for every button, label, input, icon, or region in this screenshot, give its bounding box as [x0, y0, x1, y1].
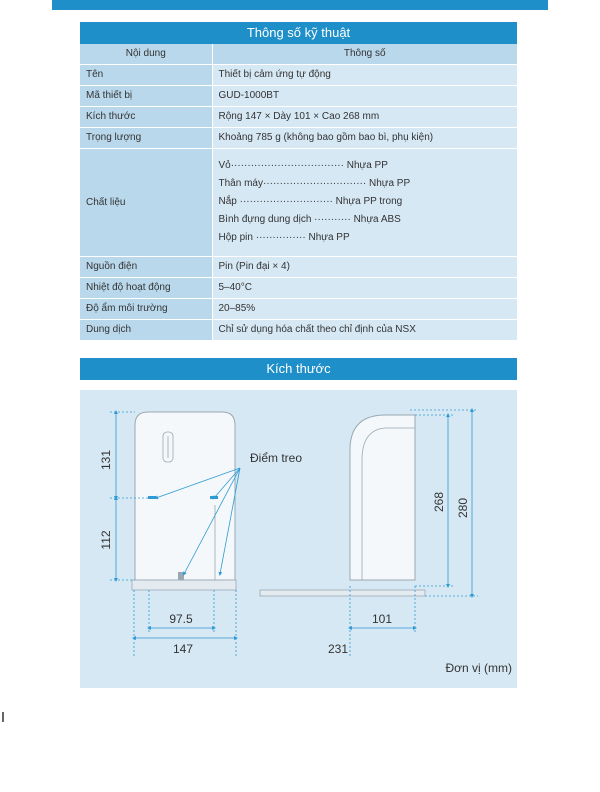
margin-mark	[2, 712, 4, 722]
table-row	[80, 85, 517, 106]
dimension-diagram-panel	[80, 390, 517, 688]
table-row-materials	[80, 148, 517, 256]
row-label: Kích thước	[80, 106, 212, 127]
dim-131: 131	[99, 449, 113, 471]
dim-112: 112	[99, 530, 113, 550]
materials-list	[212, 148, 517, 256]
dim-97-5: 97.5	[169, 612, 193, 626]
dim-101: 101	[371, 612, 393, 626]
unit-label: Đơn vị (mm)	[445, 661, 512, 675]
dimension-diagram	[80, 390, 517, 688]
row-label: Nhiệt độ hoạt động	[80, 277, 212, 298]
row-value: Pin (Pin đại × 4)	[212, 256, 517, 277]
row-value: 5–40°C	[212, 277, 517, 298]
spec-table-header-row	[80, 44, 517, 64]
dim-268: 268	[432, 491, 446, 513]
table-row	[80, 64, 517, 85]
front-view	[132, 412, 236, 590]
header-content: Nội dung	[80, 44, 212, 64]
row-value: Rộng 147 × Dày 101 × Cao 268 mm	[212, 106, 517, 127]
material-item: Vỏ·································· Nhựa PP	[218, 160, 388, 171]
row-label: Mã thiết bị	[80, 85, 212, 106]
row-value: 20–85%	[212, 298, 517, 319]
dim-231: 231	[327, 642, 349, 656]
row-value: Chỉ sử dụng hóa chất theo chỉ định của NSX	[212, 319, 517, 340]
spec-table	[80, 44, 517, 341]
row-label: Chất liệu	[80, 148, 212, 256]
material-item: Nắp ···························· Nhựa PP trong	[218, 196, 403, 207]
spec-section-title: Thông số kỹ thuật	[80, 22, 517, 44]
row-value: GUD-1000BT	[212, 85, 517, 106]
row-label: Tên	[80, 64, 212, 85]
material-item: Thân máy······························· Nhựa PP	[218, 178, 411, 189]
table-row	[80, 106, 517, 127]
dim-147: 147	[172, 642, 194, 656]
row-value: Khoảng 785 g (không bao gồm bao bì, phụ kiện)	[212, 127, 517, 148]
hang-point-label: Điểm treo	[250, 451, 303, 465]
header-spec: Thông số	[212, 44, 517, 64]
row-label: Trọng lượng	[80, 127, 212, 148]
dimension-section-title: Kích thước	[80, 358, 517, 380]
row-label: Độ ẩm môi trường	[80, 298, 212, 319]
table-row	[80, 319, 517, 340]
material-item: Bình đựng dung dịch ··········· Nhựa ABS	[218, 214, 401, 225]
row-label: Nguồn điện	[80, 256, 212, 277]
top-accent-bar	[52, 0, 548, 10]
row-value: Thiết bị cảm ứng tự động	[212, 64, 517, 85]
table-row	[80, 277, 517, 298]
side-view	[260, 415, 425, 596]
material-item: Hộp pin ··············· Nhựa PP	[218, 232, 350, 243]
table-row	[80, 127, 517, 148]
table-row	[80, 256, 517, 277]
dim-280: 280	[456, 497, 470, 519]
table-row	[80, 298, 517, 319]
row-label: Dung dịch	[80, 319, 212, 340]
